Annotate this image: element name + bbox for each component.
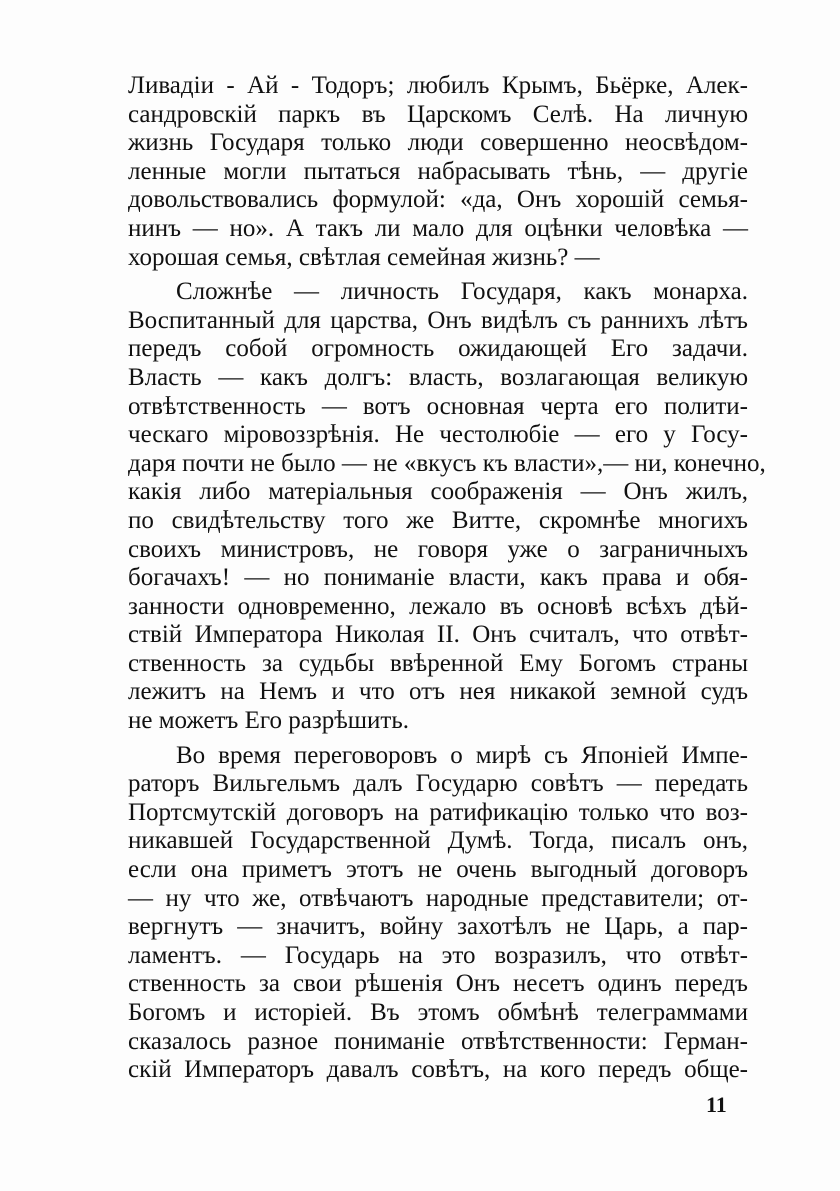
text-line: Воспитанный для царства, Онъ видѣлъ съ раннихъ лѣтъ — [128, 306, 748, 334]
text-line: ческаго мiровоззрѣнiя. Не честолюбiе — его у Госу- — [128, 421, 748, 449]
text-line: какiя либо матерiальныя соображенiя — Онъ жилъ, — [128, 478, 748, 506]
paragraph — [128, 742, 748, 1085]
text-line: передъ собой огромность ожидающей Его задачи. — [128, 335, 748, 363]
body-text — [128, 72, 766, 1085]
paragraph — [128, 72, 748, 272]
text-line: даря почти не было — не «вкусъ къ власти»,— ни, конечно, — [128, 449, 766, 477]
text-line: ламентъ. — Государь на это возразилъ, что отвѣт- — [128, 941, 748, 969]
text-line: — ну что же, отвѣчаютъ народные представители; от- — [128, 884, 748, 912]
text-line: нинъ — но». А такъ ли мало для оцѣнки человѣка — — [128, 214, 748, 242]
text-line: ственность за свои рѣшенiя Онъ несетъ одинъ передъ — [128, 970, 748, 998]
text-line: по свидѣтельству того же Витте, скромнѣе многихъ — [128, 506, 748, 534]
text-line: Портсмутскiй договоръ на ратификацiю только что воз- — [128, 798, 748, 826]
text-line: своихъ министровъ, не говоря уже о заграничныхъ — [128, 535, 748, 563]
text-line: Власть — какъ долгъ: власть, возлагающая великую — [128, 363, 748, 391]
page-number: 11 — [706, 1092, 727, 1117]
text-line: Ливадiи - Ай - Тодоръ; любилъ Крымъ, Бьёрке, Алек- — [128, 72, 748, 99]
text-line: раторъ Вильгельмъ далъ Государю совѣтъ — передать — [128, 770, 748, 798]
text-line: ленные могли пытаться набрасывать тѣнь, — другiе — [128, 157, 748, 185]
text-line: сказалось разное пониманiе отвѣтственности: Герман- — [128, 1027, 748, 1055]
text-line: никавшей Государственной Думѣ. Тогда, писалъ онъ, — [128, 827, 748, 855]
text-line: Сложнѣе — личность Государя, какъ монарха. — [176, 278, 748, 306]
text-line: не можетъ Его разрѣшить. — [128, 707, 409, 735]
text-line: отвѣтственность — вотъ основная черта его полити- — [128, 392, 748, 420]
text-line: ственность за судьбы ввѣренной Ему Богомъ страны — [128, 649, 748, 677]
paragraph — [128, 278, 766, 736]
text-line: ствiй Императора Николая II. Онъ считалъ, что отвѣт- — [128, 621, 748, 649]
text-line: скiй Императоръ давалъ совѣтъ, на кого передъ обще- — [128, 1056, 748, 1084]
text-line: если она приметъ этотъ не очень выгодный договоръ — [128, 856, 748, 884]
text-line: лежитъ на Немъ и что отъ нея никакой земной судъ — [128, 678, 748, 706]
text-line: сандровскiй паркъ въ Царскомъ Селѣ. На личную — [128, 100, 748, 128]
text-line: жизнь Государя только люди совершенно неосвѣдом- — [128, 129, 748, 157]
text-line: богачахъ! — но пониманiе власти, какъ права и обя- — [128, 564, 748, 592]
text-line: Богомъ и исторiей. Въ этомъ обмѣнѣ телеграммами — [128, 999, 748, 1026]
text-line: довольствовались формулой: «да, Онъ хорошiй семья- — [128, 186, 748, 214]
text-line: занности одновременно, лежало въ основѣ всѣхъ дѣй- — [128, 592, 748, 620]
text-line: Во время переговоровъ о мирѣ съ Японiей Импе- — [176, 741, 748, 769]
text-line: хорошая семья, свѣтлая семейная жизнь? — — [128, 243, 600, 271]
text-line: вергнутъ — значитъ, войну захотѣлъ не Царь, а пар- — [128, 913, 748, 941]
